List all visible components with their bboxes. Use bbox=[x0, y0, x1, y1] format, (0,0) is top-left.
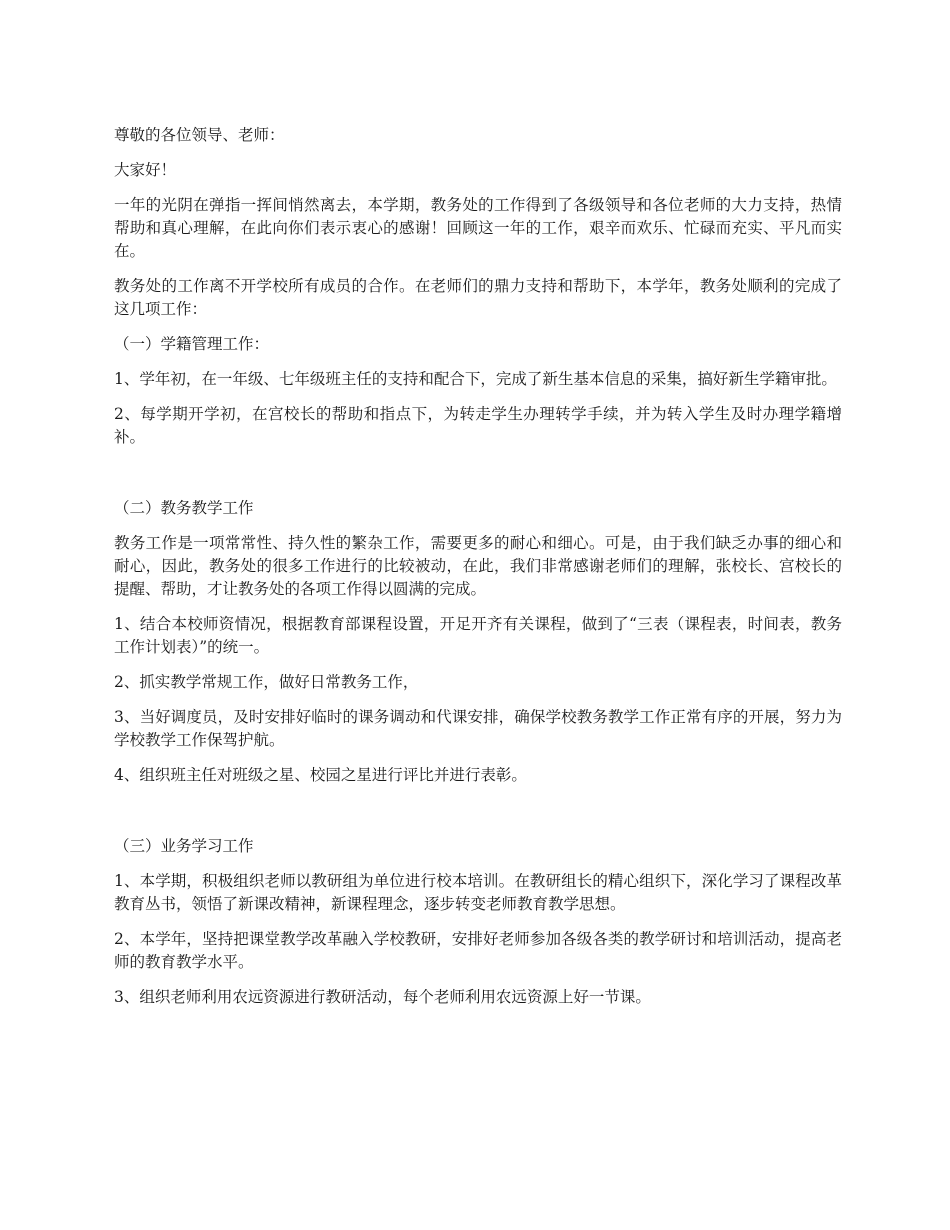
intro-paragraph: 一年的光阴在弹指一挥间悄然离去，本学期，教务处的工作得到了各级领导和各位老师的大力支持，热情帮助和真心理解，在此向你们表示衷心的感谢！回顾这一年的工作，艰辛而欢乐、忙碌而充实、平凡而实在。 bbox=[114, 196, 842, 260]
section-3-item: 1、本学期，积极组织老师以教研组为单位进行校本培训。在教研组长的精心组织下，深化学习了课程改革教育丛书，领悟了新课改精神，新课程理念，逐步转变老师教育教学思想。 bbox=[114, 872, 842, 913]
greeting: 大家好！ bbox=[114, 161, 177, 179]
section-heading-teaching-affairs: （二）教务教学工作 bbox=[114, 499, 254, 517]
section-1-item: 1、学年初，在一年级、七年级班主任的支持和配合下，完成了新生基本信息的采集，搞好新生学籍审批。 bbox=[114, 370, 837, 388]
overview-paragraph: 教务处的工作离不开学校所有成员的合作。在老师们的鼎力支持和帮助下，本学年，教务处顺利的完成了这几项工作： bbox=[114, 277, 842, 318]
section-heading-student-records: （一）学籍管理工作： bbox=[114, 335, 270, 353]
section-1-item: 2、每学期开学初，在宫校长的帮助和指点下，为转走学生办理转学手续，并为转入学生及时办理学籍增补。 bbox=[114, 405, 842, 446]
section-2-item: 4、组织班主任对班级之星、校园之星进行评比并进行表彰。 bbox=[114, 766, 527, 784]
section-3-item: 3、组织老师利用农远资源进行教研活动，每个老师利用农远资源上好一节课。 bbox=[114, 988, 651, 1006]
section-heading-professional-learning: （三）业务学习工作 bbox=[114, 837, 254, 855]
section-2-item: 教务工作是一项常常性、持久性的繁杂工作，需要更多的耐心和细心。可是，由于我们缺乏办事的细心和耐心，因此，教务处的很多工作进行的比较被动，在此，我们非常感谢老师们的理解，张校长、宫校长的提醒、帮助，才让教务处的各项工作得以圆满的完成。 bbox=[114, 534, 842, 598]
section-2-item: 3、当好调度员，及时安排好临时的课务调动和代课安排，确保学校教务教学工作正常有序的开展，努力为学校教学工作保驾护航。 bbox=[114, 708, 842, 749]
section-spacer bbox=[114, 799, 842, 835]
section-3-item: 2、本学年，坚持把课堂教学改革融入学校教研，安排好老师参加各级各类的教学研讨和培训活动，提高老师的教育教学水平。 bbox=[114, 930, 842, 971]
section-2-item: 2、抓实教学常规工作，做好日常教务工作， bbox=[114, 673, 419, 691]
salutation: 尊敬的各位领导、老师： bbox=[114, 126, 285, 144]
section-2-item: 1、结合本校师资情况，根据教育部课程设置，开足开齐有关课程，做到了“三表（课程表，时间表，教务工作计划表）”的统一。 bbox=[114, 615, 842, 656]
document-body bbox=[114, 124, 842, 1021]
section-spacer bbox=[114, 461, 842, 497]
